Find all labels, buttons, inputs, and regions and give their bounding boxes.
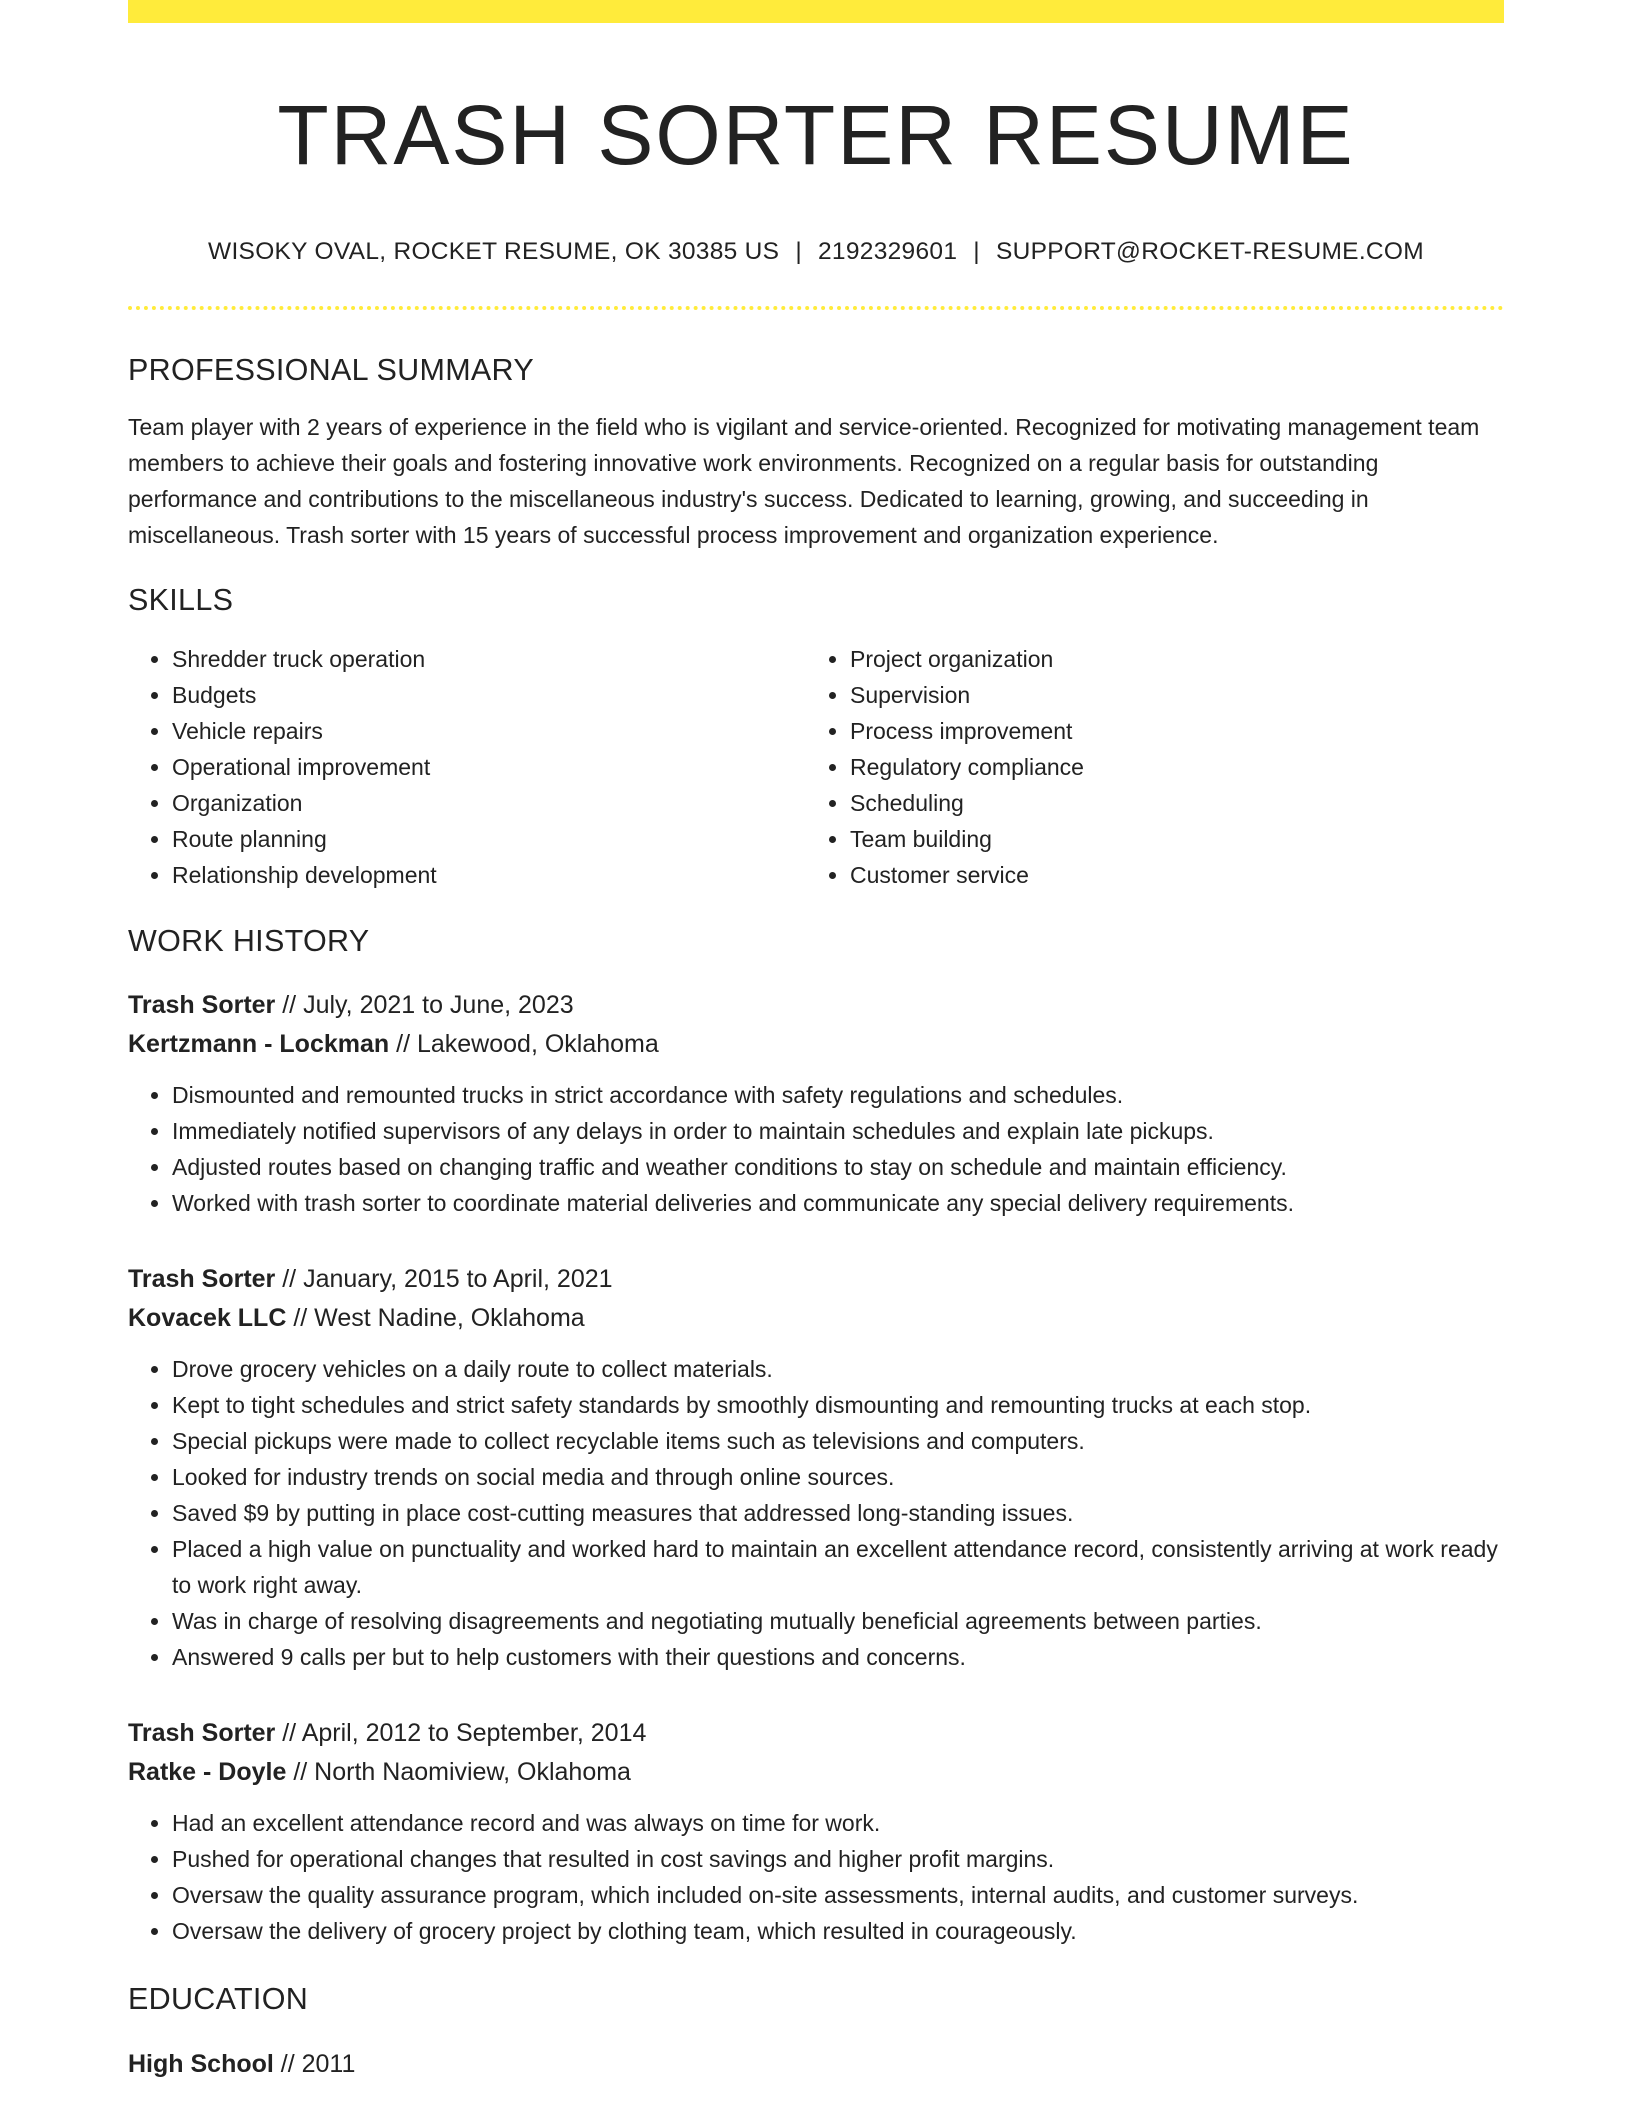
- skill-item: • Shredder truck operation: [172, 641, 806, 677]
- job-company: Ratke - Doyle: [128, 1758, 287, 1786]
- job-bullet: • Pushed for operational changes that resulted in cost savings and higher profit margins.: [172, 1841, 1504, 1877]
- job-dates: // July, 2021 to June, 2023: [282, 991, 574, 1019]
- job-company-line: [128, 1753, 1504, 1792]
- job-bullet: • Answered 9 calls per but to help customers with their questions and concerns.: [172, 1639, 1504, 1675]
- education-heading: EDUCATION: [128, 1982, 309, 2016]
- job-company: Kovacek LLC: [128, 1304, 287, 1332]
- phone: 2192329601: [818, 238, 958, 265]
- email-link[interactable]: SUPPORT@ROCKET-RESUME.COM: [995, 238, 1424, 265]
- separator: |: [973, 238, 980, 265]
- resume-page: [128, 0, 1504, 2084]
- education-entry: [128, 2045, 1504, 2084]
- job-bullet: • Oversaw the delivery of grocery project by clothing team, which resulted in courageously.: [172, 1913, 1504, 1949]
- job-bullet: • Dismounted and remounted trucks in strict accordance with safety regulations and schedules.: [172, 1077, 1504, 1113]
- job-title: Trash Sorter: [128, 1719, 276, 1747]
- summary-text: Team player with 2 years of experience in the field who is vigilant and service-oriented. Recognized for motivating management team members to achieve their goals and fostering innovative work environments. Recognized on a regular basis for outstanding performance and contributions to the miscellaneous industry's success. Dedicated to learning, growing, and succeeding in miscellaneous. Trash sorter with 15 years of successful process improvement and organization experience.: [128, 414, 1480, 548]
- dotted-divider: [128, 306, 1504, 310]
- summary-heading: PROFESSIONAL SUMMARY: [128, 353, 534, 387]
- skills-heading: SKILLS: [128, 583, 234, 617]
- address: WISOKY OVAL, ROCKET RESUME, OK 30385 US: [208, 238, 780, 265]
- job-company-line: [128, 1025, 1504, 1064]
- skill-item: • Process improvement: [850, 713, 1484, 749]
- job-bullet: • Worked with trash sorter to coordinate material deliveries and communicate any special delivery requirements.: [172, 1185, 1504, 1221]
- job-bullets: [128, 1351, 1504, 1675]
- skill-item: • Regulatory compliance: [850, 749, 1484, 785]
- contact-line: [128, 237, 1504, 267]
- job-bullets: [128, 1805, 1504, 1949]
- skill-item: • Scheduling: [850, 785, 1484, 821]
- skill-item: • Supervision: [850, 677, 1484, 713]
- skill-item: • Team building: [850, 821, 1484, 857]
- skill-item: • Operational improvement: [172, 749, 806, 785]
- job-bullet: • Special pickups were made to collect recyclable items such as televisions and computers.: [172, 1423, 1504, 1459]
- job-entry: [128, 1260, 1504, 1675]
- skill-item: • Project organization: [850, 641, 1484, 677]
- job-location: // Lakewood, Oklahoma: [396, 1030, 659, 1058]
- job-dates: // January, 2015 to April, 2021: [282, 1265, 613, 1293]
- job-bullet: • Immediately notified supervisors of any delays in order to maintain schedules and explain late pickups.: [172, 1113, 1504, 1149]
- job-title-line: [128, 986, 1504, 1025]
- job-location: // West Nadine, Oklahoma: [293, 1304, 585, 1332]
- skills-list-left: [128, 641, 806, 893]
- job-bullet: • Placed a high value on punctuality and worked hard to maintain an excellent attendance record, consistently arriving at work ready to work right away.: [172, 1531, 1504, 1603]
- job-title: Trash Sorter: [128, 1265, 276, 1293]
- job-bullet: • Kept to tight schedules and strict safety standards by smoothly dismounting and remounting trucks at each stop.: [172, 1387, 1504, 1423]
- job-bullet: • Saved $9 by putting in place cost-cutting measures that addressed long-standing issues.: [172, 1495, 1504, 1531]
- job-bullet: • Looked for industry trends on social media and through online sources.: [172, 1459, 1504, 1495]
- job-bullet: • Was in charge of resolving disagreements and negotiating mutually beneficial agreements between parties.: [172, 1603, 1504, 1639]
- job-title-line: [128, 1714, 1504, 1753]
- skill-item: • Budgets: [172, 677, 806, 713]
- job-dates: // April, 2012 to September, 2014: [282, 1719, 647, 1747]
- education-year: // 2011: [280, 2050, 356, 2078]
- accent-bar: [128, 0, 1504, 23]
- job-company: Kertzmann - Lockman: [128, 1030, 390, 1058]
- resume-title: TRASH SORTER RESUME: [277, 88, 1355, 182]
- job-bullet: • Had an excellent attendance record and was always on time for work.: [172, 1805, 1504, 1841]
- skills-list-right: [806, 641, 1484, 893]
- work-history-heading: WORK HISTORY: [128, 924, 370, 958]
- skill-item: • Vehicle repairs: [172, 713, 806, 749]
- job-entry: [128, 1714, 1504, 1949]
- job-bullet: • Drove grocery vehicles on a daily route to collect materials.: [172, 1351, 1504, 1387]
- job-title: Trash Sorter: [128, 991, 276, 1019]
- education-degree: High School: [128, 2050, 274, 2078]
- job-bullet: • Adjusted routes based on changing traffic and weather conditions to stay on schedule and maintain efficiency.: [172, 1149, 1504, 1185]
- separator: |: [795, 238, 802, 265]
- skill-item: • Route planning: [172, 821, 806, 857]
- job-title-line: [128, 1260, 1504, 1299]
- job-bullet: • Oversaw the quality assurance program, which included on-site assessments, internal audits, and customer surveys.: [172, 1877, 1504, 1913]
- skills-columns: [128, 641, 1504, 893]
- skill-item: • Relationship development: [172, 857, 806, 893]
- skill-item: • Customer service: [850, 857, 1484, 893]
- job-location: // North Naomiview, Oklahoma: [293, 1758, 631, 1786]
- job-bullets: [128, 1077, 1504, 1221]
- job-entry: [128, 986, 1504, 1221]
- skill-item: • Organization: [172, 785, 806, 821]
- job-company-line: [128, 1299, 1504, 1338]
